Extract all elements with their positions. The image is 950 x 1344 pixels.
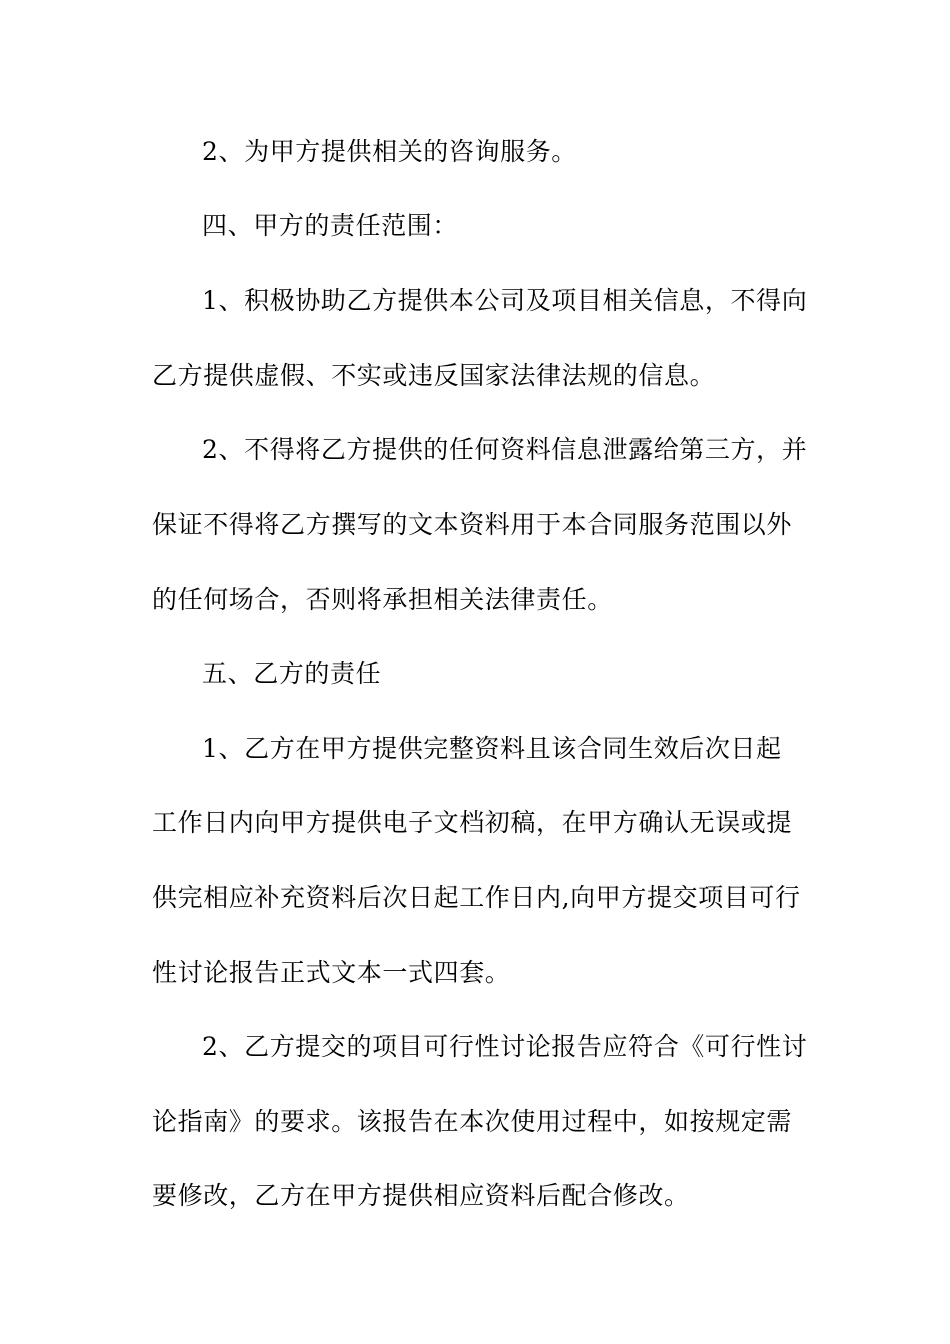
text-line: 性讨论报告正式文本一式四套。 xyxy=(152,958,511,987)
text-line: 工作日内向甲方提供电子文档初稿，在甲方确认无误或提 xyxy=(152,808,793,837)
text-line: 保证不得将乙方撰写的文本资料用于本合同服务范围以外 xyxy=(152,510,793,539)
text-line: 2、不得将乙方提供的任何资料信息泄露给第三方，并 xyxy=(202,435,808,464)
text-line: 要修改，乙方在甲方提供相应资料后配合修改。 xyxy=(152,1181,690,1210)
text-line: 论指南》的要求。该报告在本次使用过程中，如按规定需 xyxy=(152,1107,793,1136)
text-line: 2、为甲方提供相关的咨询服务。 xyxy=(202,137,577,166)
text-line: 1、乙方在甲方提供完整资料且该合同生效后次日起 xyxy=(202,734,782,763)
text-line: 的任何场合，否则将承担相关法律责任。 xyxy=(152,585,613,614)
section-heading: 四、甲方的责任范围： xyxy=(202,211,459,240)
text-line: 2、乙方提交的项目可行性讨论报告应符合《可行性讨 xyxy=(202,1032,808,1061)
text-line: 1、积极协助乙方提供本公司及项目相关信息，不得向 xyxy=(202,286,808,315)
text-line: 供完相应补充资料后次日起工作日内,向甲方提交项目可行 xyxy=(152,883,801,912)
text-line: 乙方提供虚假、不实或违反国家法律法规的信息。 xyxy=(152,361,716,390)
section-heading: 五、乙方的责任 xyxy=(202,659,382,688)
